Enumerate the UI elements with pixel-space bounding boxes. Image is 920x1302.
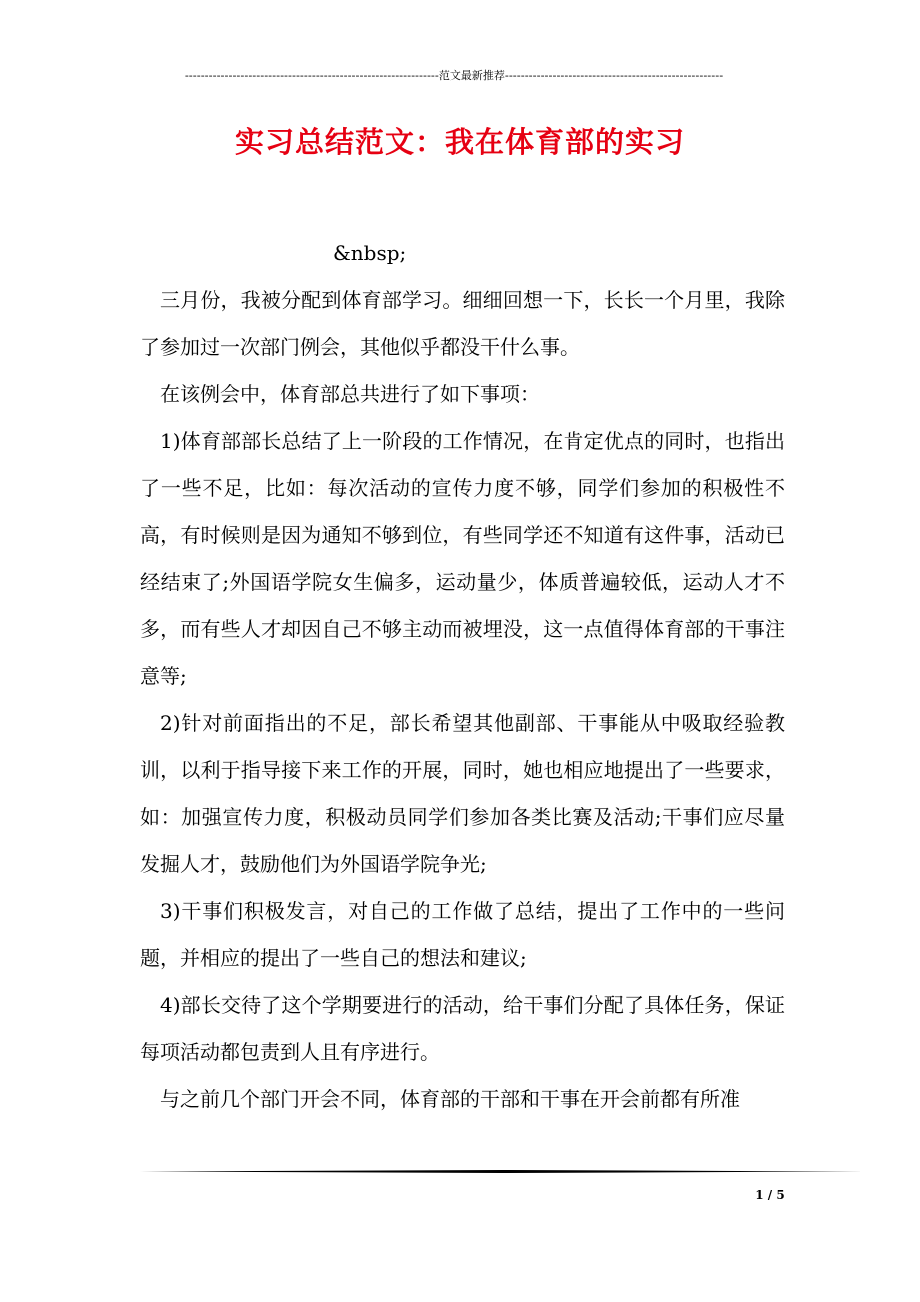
paragraph: 在该例会中，体育部总共进行了如下事项： <box>160 382 540 406</box>
paragraph: 2)针对前面指出的不足，部长希望其他副部、干事能从中吸取经验教训，以利于指导接下来工作的开展，同时，她也相应地提出了一些要求，如：加强宣传力度，积极动员同学们参加各类比赛及活动;干事们应尽量发掘人才，鼓励他们为外国语学院争光; <box>140 711 785 876</box>
header-recommend-line: ----------------------------------------------------------------范文最新推荐------------------------------------------------------- <box>184 69 724 82</box>
document-title: 实习总结范文：我在体育部的实习 <box>234 125 685 159</box>
document-body <box>140 230 785 1123</box>
paragraph: 1)体育部部长总结了上一阶段的工作情况，在肯定优点的同时，也指出了一些不足，比如：每次活动的宣传力度不够，同学们参加的积极性不高，有时候则是因为通知不够到位，有些同学还不知道有这件事，活动已经结束了;外国语学院女生偏多，运动量少，体质普遍较低，运动人才不多，而有些人才却因自己不够主动而被埋没，这一点值得体育部的干事注意等; <box>140 429 785 688</box>
nbsp-marker: &nbsp; <box>333 241 407 265</box>
paragraph: 与之前几个部门开会不同，体育部的干部和干事在开会前都有所准 <box>160 1087 740 1111</box>
paragraph: 4)部长交待了这个学期要进行的活动，给干事们分配了具体任务，保证每项活动都包责到人且有序进行。 <box>140 993 785 1064</box>
paragraph: 三月份，我被分配到体育部学习。细细回想一下，长长一个月里，我除了参加过一次部门例会，其他似乎都没干什么事。 <box>140 288 785 359</box>
page-indicator: 1 / 5 <box>755 1188 785 1202</box>
paragraph: 3)干事们积极发言，对自己的工作做了总结，提出了工作中的一些问题，并相应的提出了一些自己的想法和建议; <box>140 899 785 970</box>
footer-divider <box>140 1170 864 1173</box>
